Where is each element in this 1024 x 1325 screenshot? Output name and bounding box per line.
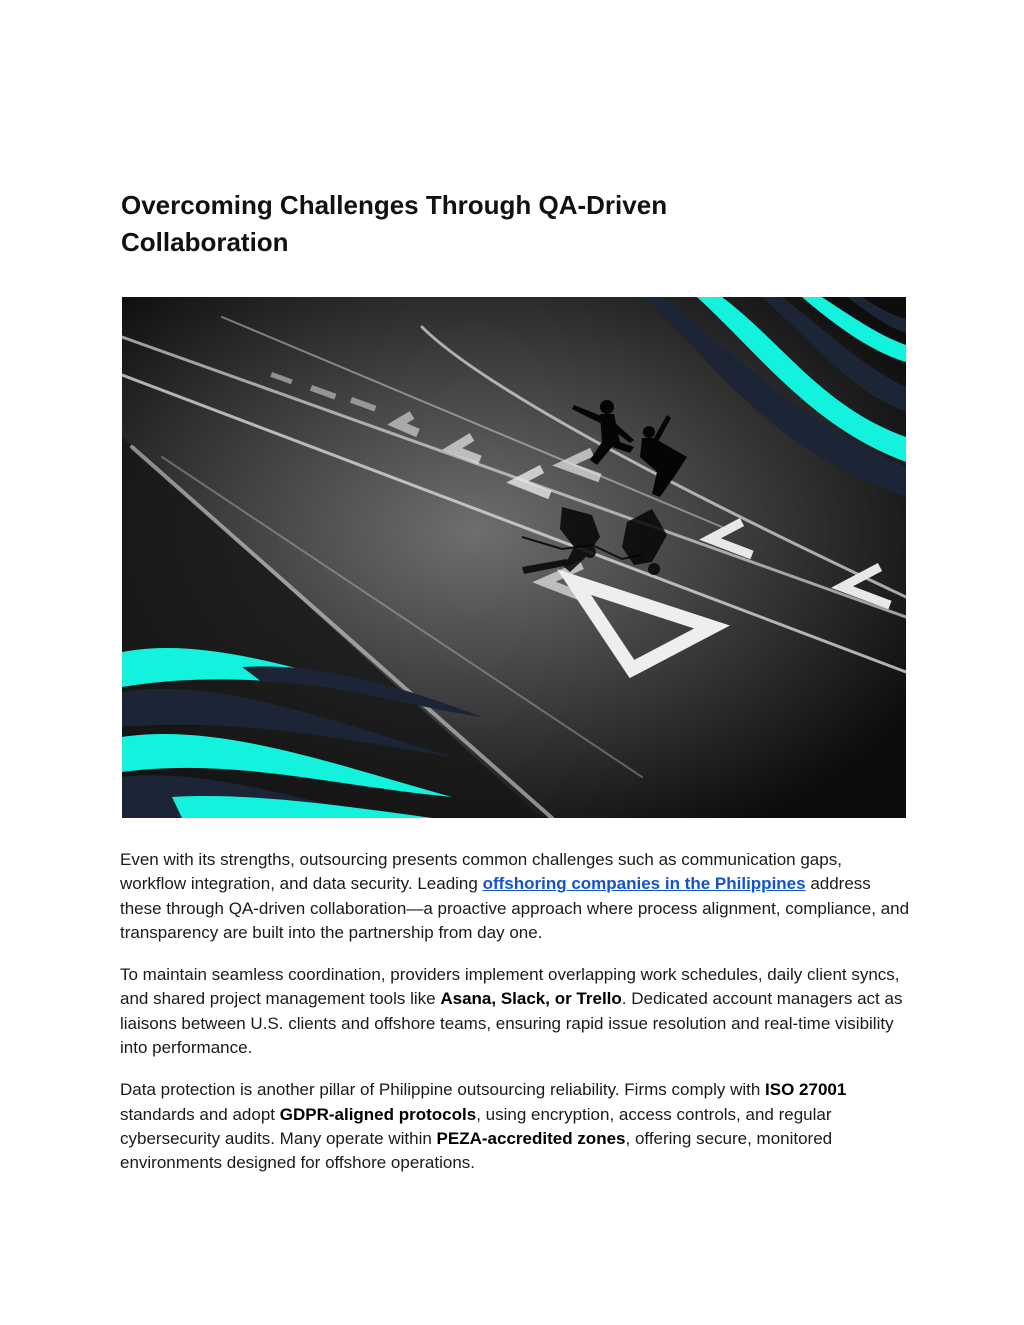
peza-emphasis: PEZA-accredited zones [436,1128,626,1148]
gdpr-emphasis: GDPR-aligned protocols [279,1104,477,1124]
paragraph-2: To maintain seamless coordination, providers implement overlapping work schedules, daily client syncs, and shared project management tools like Asana, Slack, or Trello. Dedicated account managers act as liaisons between U.S. clients and offshore teams, ensuring rapid issue resolution and real-time visibility into performance. [120,965,903,1058]
hero-image [122,297,906,818]
article-body [120,848,910,1194]
paragraph-3: Data protection is another pillar of Philippine outsourcing reliability. Firms comply with ISO 27001 standards and adopt GDPR-aligned protocols, using encryption, access controls, and regular cybersecurity audits. Many operate within PEZA-accredited zones, offering secure, monitored environments designed for offshore operations. [120,1080,847,1173]
offshoring-link[interactable]: offshoring companies in the Philippines [482,874,806,894]
tools-emphasis: Asana, Slack, or Trello [440,989,622,1009]
iso-emphasis: ISO 27001 [765,1080,847,1100]
road-dancers-photo [122,297,906,818]
page-title: Overcoming Challenges Through QA-Driven Collaboration [121,190,668,257]
paragraph-1: Even with its strengths, outsourcing presents common challenges such as communication gaps, workflow integration, and data security. Leading offshoring companies in the Philippines address these through QA-driven collaboration—a proactive approach where process alignment, compliance, and transparency are built into the partnership from day one. [120,850,910,942]
